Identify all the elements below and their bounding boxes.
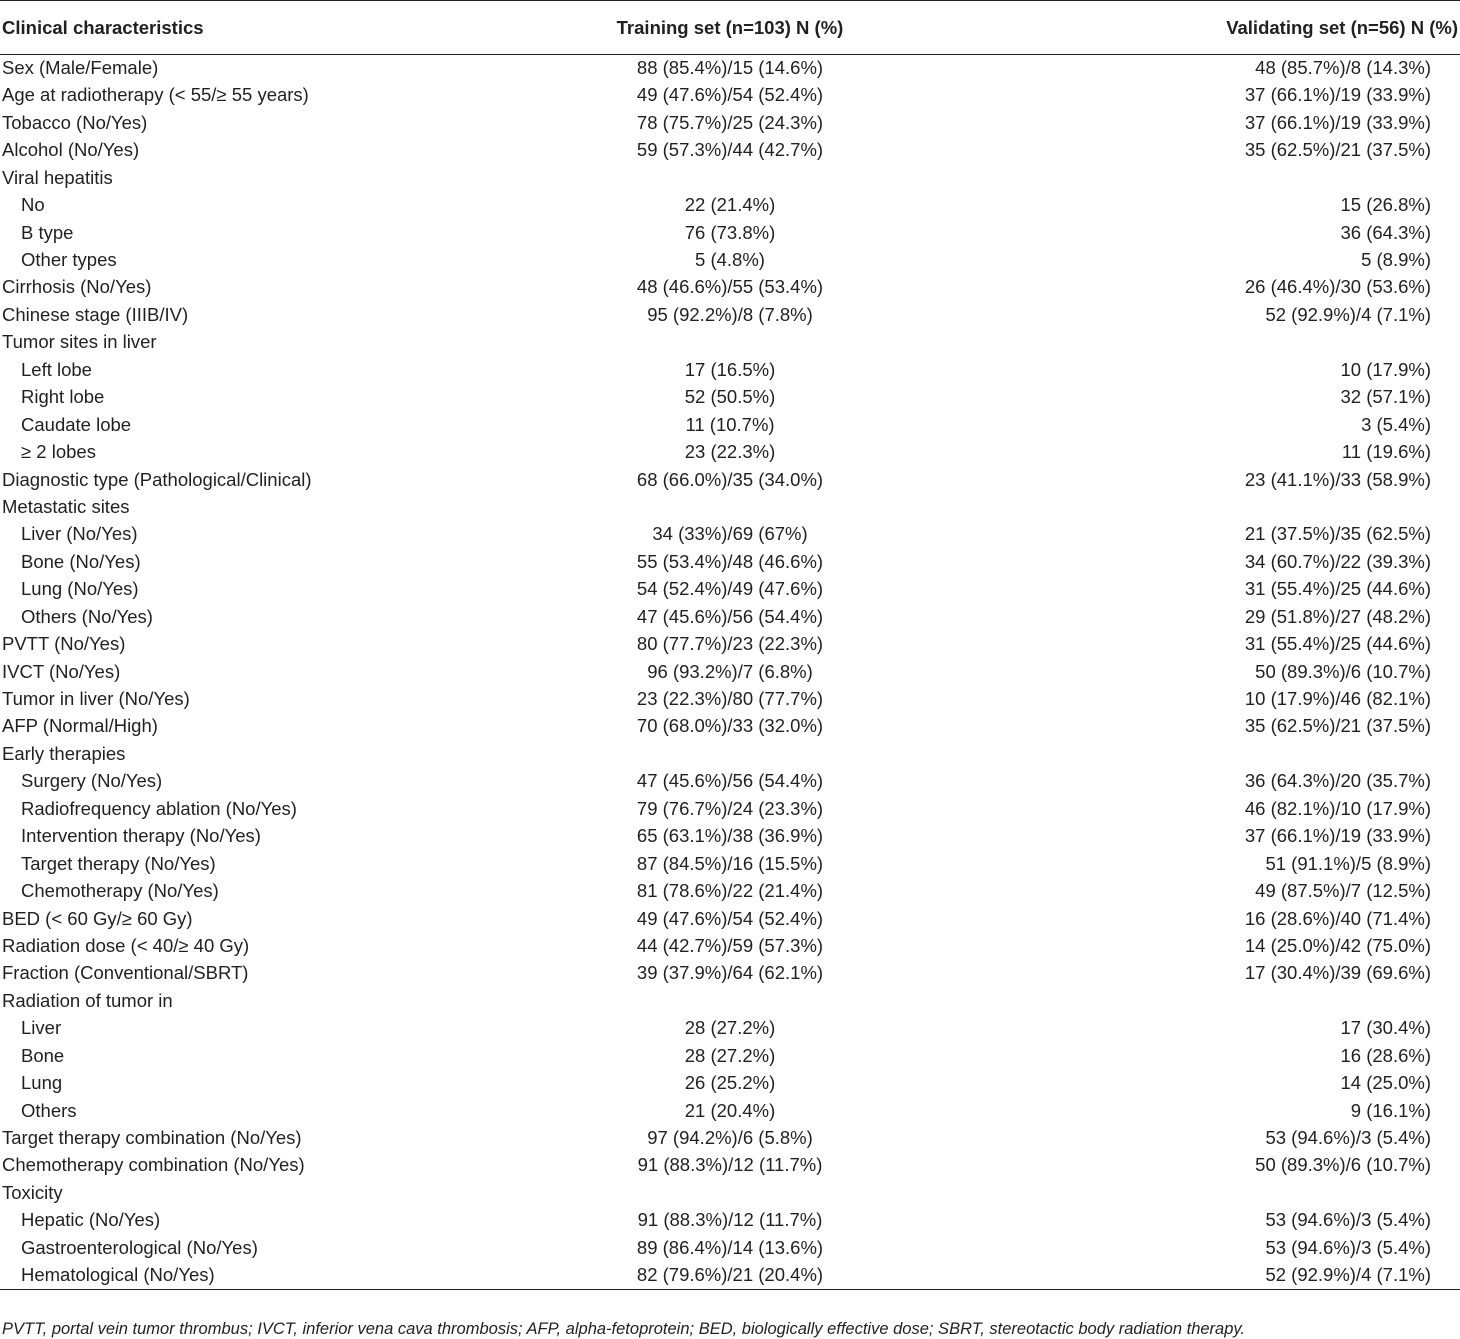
validating-set-value: 23 (41.1%)/33 (58.9%): [1244, 468, 1431, 490]
validating-set-value: 21 (37.5%)/35 (62.5%): [1244, 523, 1431, 545]
training-set-value: 82 (79.6%)/21 (20.4%): [490, 1262, 970, 1289]
table-row: [0, 768, 1460, 795]
training-set-value: 78 (75.7%)/25 (24.3%): [636, 111, 824, 133]
row-sublabel: Caudate lobe: [21, 413, 132, 435]
table-row: [0, 631, 1460, 658]
training-set-value: 76 (73.8%): [684, 221, 776, 243]
table-row: [0, 603, 1460, 630]
training-set-value: 91 (88.3%)/12 (11.7%): [637, 1154, 823, 1176]
training-set-value: [490, 1179, 970, 1206]
training-set-value: 34 (33%)/69 (67%): [652, 523, 808, 545]
validating-set-value: [970, 494, 1460, 521]
validating-set-value: 37 (66.1%)/19 (33.9%): [1244, 111, 1431, 133]
row-sublabel: Bone (No/Yes): [21, 550, 141, 572]
table-row: [0, 192, 1460, 219]
validating-set-value: 9 (16.1%): [1350, 1099, 1431, 1121]
table-row: [0, 1070, 1460, 1097]
training-set-value: 47 (45.6%)/56 (54.4%): [636, 770, 824, 792]
row-label: Tobacco (No/Yes): [2, 111, 148, 133]
row-sublabel: Hematological (No/Yes): [0, 1262, 490, 1289]
validating-set-value: 53 (94.6%)/3 (5.4%): [1265, 1127, 1431, 1149]
row-label: Metastatic sites: [2, 495, 130, 517]
training-set-value: [490, 740, 970, 767]
training-set-value: [490, 329, 970, 356]
training-set-value: 97 (94.2%)/6 (5.8%): [647, 1127, 813, 1149]
validating-set-value: 52 (92.9%)/4 (7.1%): [970, 1262, 1460, 1289]
training-set-value: 48 (46.6%)/55 (53.4%): [636, 276, 824, 298]
row-sublabel: ≥ 2 lobes: [21, 441, 96, 463]
row-sublabel: Lung: [21, 1072, 63, 1094]
validating-set-value: 36 (64.3%)/20 (35.7%): [1244, 770, 1431, 792]
validating-set-value: 16 (28.6%): [1340, 1044, 1431, 1066]
table-row: [0, 1262, 1460, 1289]
training-set-value: [490, 494, 970, 521]
validating-set-value: 16 (28.6%)/40 (71.4%): [1244, 907, 1431, 929]
row-sublabel: Bone: [21, 1044, 65, 1066]
row-label: Chemotherapy combination (No/Yes): [2, 1154, 305, 1176]
table-row: [0, 658, 1460, 685]
training-set-value: 39 (37.9%)/64 (62.1%): [636, 962, 824, 984]
validating-set-value: 32 (57.1%): [1340, 386, 1431, 408]
table-row: [0, 1042, 1460, 1069]
training-set-value: 70 (68.0%)/33 (32.0%): [636, 715, 824, 737]
training-set-value: 89 (86.4%)/14 (13.6%): [636, 1236, 824, 1258]
header-row: [0, 1, 1460, 55]
header-training-set: Training set (n=103) N (%): [490, 1, 970, 55]
table-row: [0, 576, 1460, 603]
validating-set-value: 14 (25.0%): [1340, 1072, 1431, 1094]
validating-set-value: 50 (89.3%)/6 (10.7%): [1255, 660, 1431, 682]
validating-set-value: 48 (85.7%)/8 (14.3%): [1255, 57, 1431, 79]
row-sublabel: Other types: [21, 249, 117, 271]
validating-set-value: [970, 987, 1460, 1014]
table-row: [0, 823, 1460, 850]
training-set-value: 5 (4.8%): [695, 249, 765, 271]
table-footnote: PVTT, portal vein tumor thrombus; IVCT, inferior vena cava thrombosis; AFP, alpha-fetoprotein; BED, biologically effective dose; SBRT, stereotactic body radiation therapy.: [2, 1320, 1246, 1338]
row-sublabel: Others: [21, 1099, 77, 1121]
table-row: [0, 494, 1460, 521]
training-set-value: 65 (63.1%)/38 (36.9%): [636, 825, 824, 847]
validating-set-value: 11 (19.6%): [1341, 441, 1431, 463]
training-set-value: 28 (27.2%): [684, 1044, 776, 1066]
validating-set-value: 36 (64.3%): [1340, 221, 1431, 243]
training-set-value: 17 (16.5%): [684, 358, 776, 380]
table-row: [0, 713, 1460, 740]
row-label: Age at radiotherapy (< 55/≥ 55 years): [2, 84, 309, 106]
validating-set-value: 50 (89.3%)/6 (10.7%): [1255, 1154, 1431, 1176]
row-label: AFP (Normal/High): [2, 715, 158, 737]
validating-set-value: [970, 329, 1460, 356]
table-row: [0, 850, 1460, 877]
validating-set-value: 29 (51.8%)/27 (48.2%): [1244, 605, 1431, 627]
validating-set-value: 17 (30.4%)/39 (69.6%): [1244, 962, 1431, 984]
table-row: [0, 439, 1460, 466]
row-sublabel: Surgery (No/Yes): [21, 770, 163, 792]
validating-set-value: 53 (94.6%)/3 (5.4%): [1265, 1236, 1431, 1258]
row-label: Tumor in liver (No/Yes): [2, 688, 190, 710]
row-label: Viral hepatitis: [2, 166, 113, 188]
validating-set-value: 51 (91.1%)/5 (8.9%): [1265, 852, 1431, 874]
training-set-value: 52 (50.5%): [684, 386, 776, 408]
row-label: Sex (Male/Female): [2, 57, 159, 79]
table-row: [0, 384, 1460, 411]
training-set-value: 21 (20.4%): [684, 1099, 776, 1121]
table-body: [0, 55, 1460, 1290]
table-row: [0, 411, 1460, 438]
validating-set-value: 31 (55.4%)/25 (44.6%): [1244, 578, 1431, 600]
validating-set-value: 3 (5.4%): [1361, 413, 1431, 435]
validating-set-value: 15 (26.8%): [1340, 194, 1431, 216]
table-row: [0, 301, 1460, 328]
table-row: [0, 878, 1460, 905]
validating-set-value: 35 (62.5%)/21 (37.5%): [1244, 139, 1431, 161]
training-set-value: [490, 987, 970, 1014]
row-label: IVCT (No/Yes): [2, 660, 121, 682]
table-row: [0, 1234, 1460, 1261]
table-row: [0, 1015, 1460, 1042]
table-row: [0, 1207, 1460, 1234]
table-row: [0, 960, 1460, 987]
training-set-value: 87 (84.5%)/16 (15.5%): [636, 852, 824, 874]
row-sublabel: Others (No/Yes): [21, 605, 153, 627]
row-sublabel: Hepatic (No/Yes): [21, 1209, 161, 1231]
row-label: Toxicity: [2, 1181, 63, 1203]
row-sublabel: Right lobe: [21, 386, 105, 408]
validating-set-value: 49 (87.5%)/7 (12.5%): [1255, 880, 1431, 902]
table-row: [0, 164, 1460, 191]
table-row: [0, 933, 1460, 960]
validating-set-value: 37 (66.1%)/19 (33.9%): [1244, 825, 1431, 847]
table-row: [0, 137, 1460, 164]
training-set-value: 49 (47.6%)/54 (52.4%): [636, 84, 824, 106]
row-label: Radiation of tumor in: [2, 989, 173, 1011]
training-set-value: 59 (57.3%)/44 (42.7%): [636, 139, 824, 161]
row-sublabel: Target therapy (No/Yes): [21, 852, 216, 874]
training-set-value: 49 (47.6%)/54 (52.4%): [636, 907, 824, 929]
row-label: Cirrhosis (No/Yes): [2, 276, 152, 298]
row-sublabel: Left lobe: [21, 358, 92, 380]
training-set-value: 55 (53.4%)/48 (46.6%): [636, 550, 824, 572]
validating-set-value: 37 (66.1%)/19 (33.9%): [1244, 84, 1431, 106]
validating-set-value: 14 (25.0%)/42 (75.0%): [1244, 934, 1431, 956]
validating-set-value: 34 (60.7%)/22 (39.3%): [1244, 550, 1431, 572]
validating-set-value: 46 (82.1%)/10 (17.9%): [1244, 797, 1431, 819]
validating-set-value: [970, 1179, 1460, 1206]
validating-set-value: 10 (17.9%): [1340, 358, 1431, 380]
row-label: Fraction (Conventional/SBRT): [2, 962, 249, 984]
table-row: [0, 356, 1460, 383]
table-row: [0, 247, 1460, 274]
training-set-value: 23 (22.3%)/80 (77.7%): [636, 688, 824, 710]
validating-set-value: 5 (8.9%): [1361, 249, 1431, 271]
training-set-value: 26 (25.2%): [684, 1072, 776, 1094]
table-row: [0, 1152, 1460, 1179]
row-sublabel: B type: [21, 221, 74, 243]
table-row: [0, 905, 1460, 932]
training-set-value: [490, 164, 970, 191]
validating-set-value: 10 (17.9%)/46 (82.1%): [1244, 688, 1431, 710]
table-row: [0, 466, 1460, 493]
training-set-value: 80 (77.7%)/23 (22.3%): [636, 633, 824, 655]
validating-set-value: 53 (94.6%)/3 (5.4%): [1265, 1209, 1431, 1231]
training-set-value: 22 (21.4%): [684, 194, 776, 216]
table-row: [0, 109, 1460, 136]
table-row: [0, 82, 1460, 109]
table-row: [0, 1125, 1460, 1152]
row-sublabel: Lung (No/Yes): [21, 578, 139, 600]
row-label: PVTT (No/Yes): [2, 633, 126, 655]
table-row: [0, 521, 1460, 548]
training-set-value: 68 (66.0%)/35 (34.0%): [636, 468, 824, 490]
row-sublabel: No: [21, 194, 45, 216]
table-row: [0, 795, 1460, 822]
table-row: [0, 987, 1460, 1014]
header-validating-set: Validating set (n=56) N (%): [970, 1, 1460, 55]
training-set-value: 88 (85.4%)/15 (14.6%): [636, 57, 824, 79]
validating-set-value: 26 (46.4%)/30 (53.6%): [1244, 276, 1431, 298]
row-label: Alcohol (No/Yes): [2, 139, 140, 161]
row-label: Early therapies: [2, 742, 126, 764]
row-label: Radiation dose (< 40/≥ 40 Gy): [2, 934, 250, 956]
training-set-value: 44 (42.7%)/59 (57.3%): [636, 934, 824, 956]
training-set-value: 95 (92.2%)/8 (7.8%): [647, 303, 813, 325]
table-header: [0, 1, 1460, 55]
table-row: [0, 329, 1460, 356]
training-set-value: 11 (10.7%): [685, 413, 775, 435]
training-set-value: 79 (76.7%)/24 (23.3%): [636, 797, 824, 819]
table-row: [0, 55, 1460, 82]
header-clinical-characteristics: Clinical characteristics: [0, 1, 490, 55]
row-label: Target therapy combination (No/Yes): [2, 1127, 302, 1149]
training-set-value: 91 (88.3%)/12 (11.7%): [637, 1209, 823, 1231]
training-set-value: 96 (93.2%)/7 (6.8%): [647, 660, 813, 682]
validating-set-value: 17 (30.4%): [1340, 1017, 1431, 1039]
validating-set-value: [970, 164, 1460, 191]
row-sublabel: Gastroenterological (No/Yes): [21, 1236, 258, 1258]
row-sublabel: Liver: [21, 1017, 62, 1039]
row-label: Chinese stage (IIIB/IV): [2, 303, 189, 325]
table-row: [0, 740, 1460, 767]
row-sublabel: Radiofrequency ablation (No/Yes): [21, 797, 297, 819]
row-label: BED (< 60 Gy/≥ 60 Gy): [2, 907, 193, 929]
table-row: [0, 1097, 1460, 1124]
table-row: [0, 1179, 1460, 1206]
table-row: [0, 548, 1460, 575]
training-set-value: 81 (78.6%)/22 (21.4%): [636, 880, 824, 902]
validating-set-value: 52 (92.9%)/4 (7.1%): [1265, 303, 1431, 325]
row-sublabel: Chemotherapy (No/Yes): [21, 880, 219, 902]
table-row: [0, 686, 1460, 713]
training-set-value: 54 (52.4%)/49 (47.6%): [636, 578, 824, 600]
row-sublabel: Intervention therapy (No/Yes): [21, 825, 261, 847]
training-set-value: 28 (27.2%): [684, 1017, 776, 1039]
validating-set-value: 31 (55.4%)/25 (44.6%): [1244, 633, 1431, 655]
table-row: [0, 274, 1460, 301]
table-row: [0, 219, 1460, 246]
row-label: Diagnostic type (Pathological/Clinical): [2, 468, 312, 490]
row-label: Tumor sites in liver: [2, 331, 157, 353]
training-set-value: 47 (45.6%)/56 (54.4%): [636, 605, 824, 627]
validating-set-value: [970, 740, 1460, 767]
row-sublabel: Liver (No/Yes): [21, 523, 138, 545]
training-set-value: 23 (22.3%): [684, 441, 776, 463]
validating-set-value: 35 (62.5%)/21 (37.5%): [1244, 715, 1431, 737]
